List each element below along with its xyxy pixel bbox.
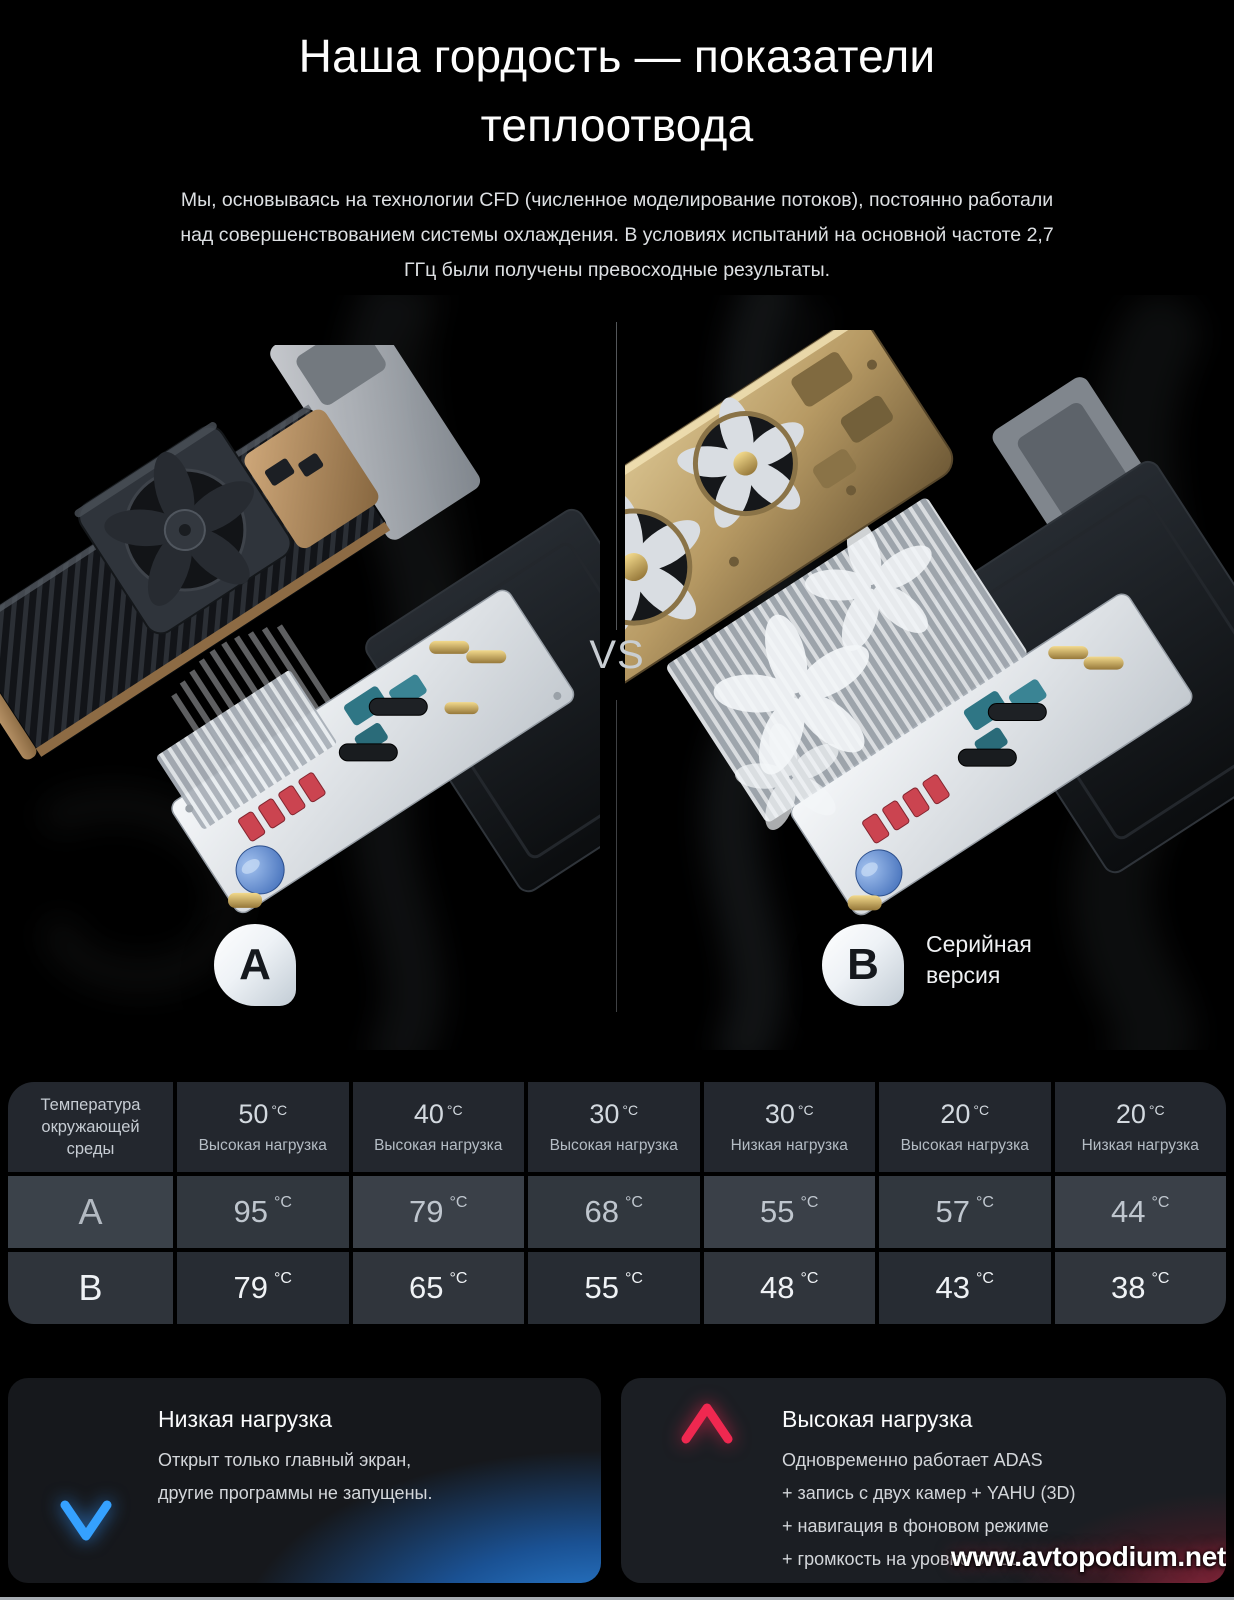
- badge-b-caption: [926, 929, 1032, 991]
- device-b-illustration: [625, 330, 1234, 950]
- low-load-line2: другие программы не запущены.: [158, 1483, 433, 1503]
- high-load-line4: + громкость на уровне от 21.: [782, 1549, 1023, 1569]
- high-load-line2: + запись с двух камер + YAHU (3D): [782, 1483, 1076, 1503]
- table-row-a-label: A: [8, 1176, 173, 1248]
- low-load-title: Низкая нагрузка: [158, 1406, 333, 1432]
- table-cell-a6: 44 °C: [1055, 1176, 1227, 1248]
- table-cell-a2: 79 °C: [353, 1176, 525, 1248]
- table-cell-b6: 38 °C: [1055, 1252, 1227, 1324]
- table-col-header-2: 40 $^{^\circ C}$ Высокая нагрузка: [353, 1082, 525, 1172]
- badge-b-caption-line2: версия: [926, 962, 1001, 988]
- arrow-up-icon: [675, 1396, 739, 1566]
- center-divider-top: [616, 322, 617, 630]
- page-title: Наша гордость — показатели теплоотвода: [298, 30, 936, 151]
- table-cell-b5: 43 °C: [879, 1252, 1051, 1324]
- table-cell-b2: 65 °C: [353, 1252, 525, 1324]
- badge-b-caption-line1: Серийная: [926, 931, 1032, 957]
- high-load-line1: Одновременно работает ADAS: [782, 1450, 1043, 1470]
- table-cell-b4: 48 °C: [704, 1252, 876, 1324]
- high-load-line3: + навигация в фоновом режиме: [782, 1516, 1049, 1536]
- arrow-down-icon: [54, 1402, 118, 1562]
- vs-label: VS: [589, 633, 645, 677]
- high-load-title: Высокая нагрузка: [782, 1406, 973, 1432]
- table-cell-a3: 68 °C: [528, 1176, 700, 1248]
- temperature-table: [8, 1082, 1226, 1324]
- low-load-text: [158, 1444, 432, 1510]
- badge-a: A: [214, 924, 296, 1006]
- table-corner-header: Температура окружающей среды: [8, 1082, 173, 1172]
- table-cell-b3: 55 °C: [528, 1252, 700, 1324]
- table-cell-a1: 95 °C: [177, 1176, 349, 1248]
- table-col-header-5: 20 $^{^\circ C}$ Высокая нагрузка: [879, 1082, 1051, 1172]
- intro-text: Мы, основываясь на технологии CFD (численное моделирование потоков), постоянно работали над совершенствованием системы охлаждения. В условиях испытаний на основной частоте 2,7 ГГц были получены превосходные результаты.: [180, 189, 1054, 281]
- table-col-header-3: 30 $^{^\circ C}$ Высокая нагрузка: [528, 1082, 700, 1172]
- table-cell-a4: 55 °C: [704, 1176, 876, 1248]
- low-load-card: [8, 1378, 601, 1583]
- table-col-header-4: 30 $^{^\circ C}$ Низкая нагрузка: [704, 1082, 876, 1172]
- table-row-b-label: B: [8, 1252, 173, 1324]
- badge-b: B: [822, 924, 904, 1006]
- low-load-line1: Открыт только главный экран,: [158, 1450, 412, 1470]
- table-cell-a5: 57 °C: [879, 1176, 1051, 1248]
- table-col-header-6: 20 $^{^\circ C}$ Низкая нагрузка: [1055, 1082, 1227, 1172]
- table-cell-b1: 79 °C: [177, 1252, 349, 1324]
- center-divider-bottom: [616, 700, 617, 1012]
- device-a-illustration: [0, 345, 600, 945]
- watermark: www.avtopodium.net: [950, 1541, 1226, 1572]
- table-col-header-1: 50 $^{^\circ C}$ Высокая нагрузка: [177, 1082, 349, 1172]
